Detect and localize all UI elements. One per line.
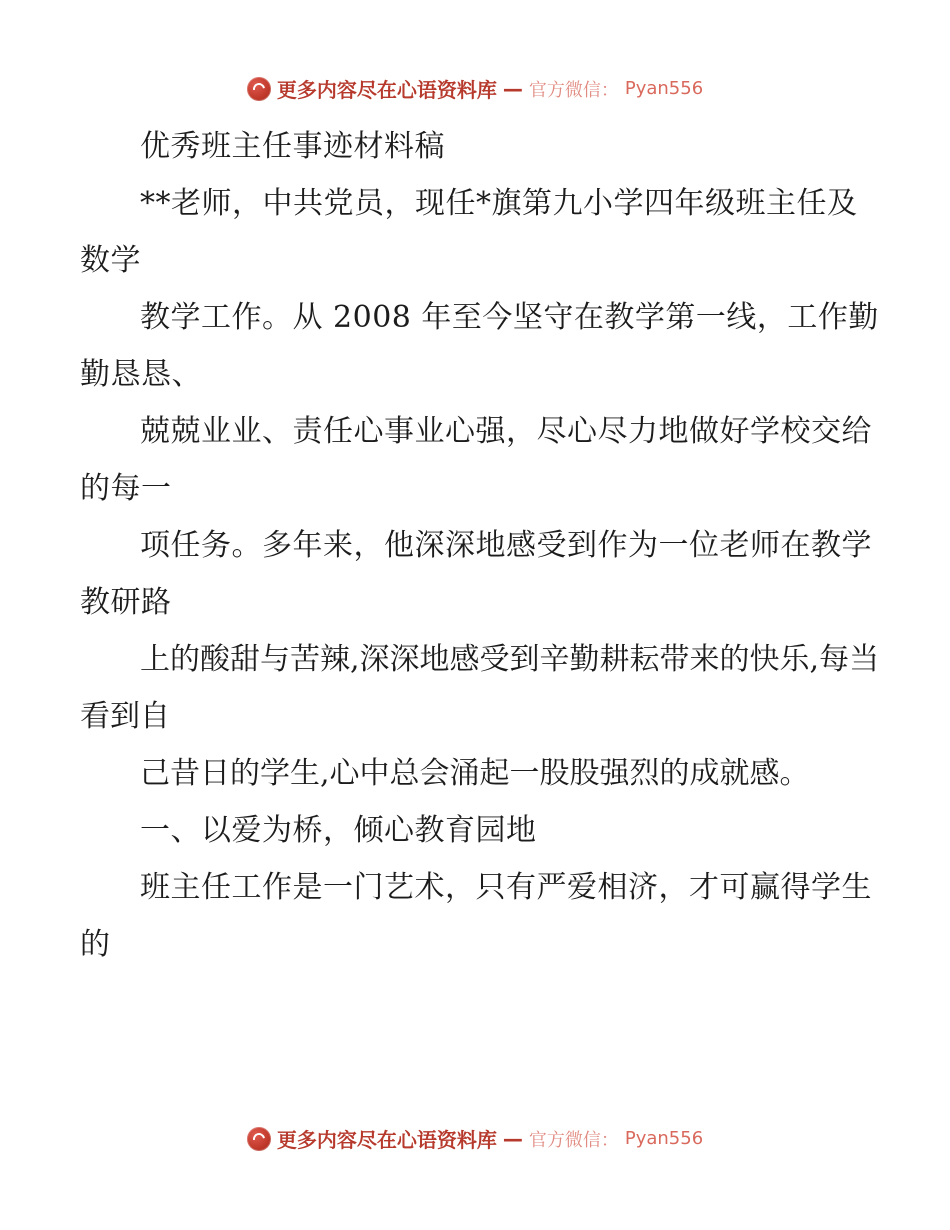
watermark-bottom <box>0 1124 950 1153</box>
document-paragraph: 己昔日的学生,心中总会涌起一股股强烈的成就感。 <box>140 756 810 791</box>
document-paragraph: 优秀班主任事迹材料稿 <box>140 129 445 164</box>
document-paragraph: 项任务。多年来，他深深地感受到作为一位老师在教学教研路 <box>80 528 872 620</box>
document-paragraph: **老师，中共党员，现任*旗第九小学四年级班主任及数学 <box>80 186 858 278</box>
document-paragraph: 上的酸甜与苦辣,深深地感受到辛勤耕耘带来的快乐,每当看到自 <box>80 642 880 734</box>
watermark-sub-text: 官方微信： <box>528 1129 619 1151</box>
document-text-body <box>80 118 880 973</box>
document-paragraph: 教学工作。从 2008 年至今坚守在教学第一线，工作勤勤恳恳、 <box>80 300 879 392</box>
watermark-separator: — <box>502 76 523 101</box>
circle-swirl-logo-icon <box>247 77 271 101</box>
document-paragraph: 一、以爱为桥，倾心教育园地 <box>140 813 537 848</box>
watermark-account: Pyan556 <box>624 78 704 99</box>
watermark-main-text: 更多内容尽在心语资料库 <box>276 1128 497 1152</box>
watermark-sub-text: 官方微信： <box>528 79 619 101</box>
watermark-main-text: 更多内容尽在心语资料库 <box>276 78 497 102</box>
watermark-top <box>0 74 950 103</box>
watermark-account: Pyan556 <box>624 1128 704 1149</box>
circle-swirl-logo-icon <box>247 1127 271 1151</box>
document-paragraph: 兢兢业业、责任心事业心强，尽心尽力地做好学校交给的每一 <box>80 414 872 506</box>
document-paragraph: 班主任工作是一门艺术，只有严爱相济，才可赢得学生的 <box>80 870 872 962</box>
watermark-separator: — <box>502 1126 523 1151</box>
